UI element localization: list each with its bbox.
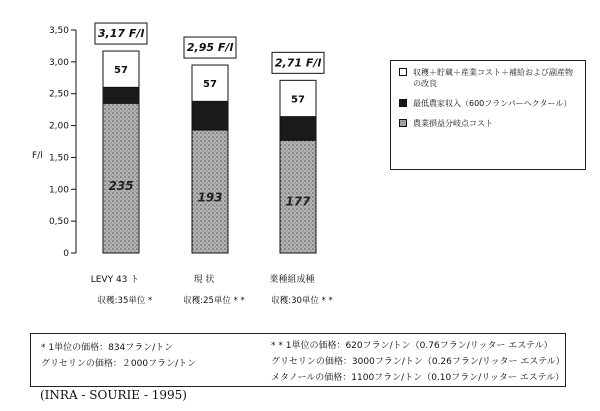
x-tick-label: LEVY 43 ト: [90, 275, 140, 285]
footnote-left-1: * 1単位の価格：834フラン/トン: [41, 343, 174, 353]
footnote-box: [30, 333, 566, 387]
legend-item-farm-income: [397, 98, 579, 109]
y-tick-label: 2,00: [48, 121, 69, 132]
legend-swatch-black: [399, 99, 407, 107]
bar-value-label: 177: [285, 194, 311, 209]
bar-value-label: 57: [203, 79, 217, 91]
footnote-left-2: グリセリンの価格：２000フラン/トン: [41, 359, 197, 369]
y-tick-label: 3,50: [48, 26, 69, 36]
bar-value-label: 193: [197, 190, 223, 205]
x-sublabel: 収穫:25単位 * *: [183, 296, 245, 306]
total-label: 2,95 F/l: [186, 41, 234, 55]
y-tick-label: 2,50: [48, 89, 69, 100]
bar-value-label: 57: [291, 94, 305, 106]
bar-value-label: 235: [108, 179, 134, 194]
bar-segment: [103, 87, 139, 103]
y-tick-label: 0: [63, 249, 69, 259]
y-axis-label: F/l: [32, 151, 43, 161]
y-tick-label: 0,50: [48, 217, 69, 228]
legend: [390, 60, 586, 170]
y-tick-label: 1,00: [48, 185, 69, 196]
bar-group: [91, 23, 333, 306]
x-sublabel: 収穫:30単位 * *: [271, 296, 333, 306]
legend-label: 農業損益分岐点コスト: [413, 119, 493, 128]
y-axis: [49, 26, 76, 259]
y-tick-label: 3,00: [48, 57, 69, 68]
total-label: 2,71 F/l: [274, 56, 322, 70]
x-sublabel: 収穫:35単位 *: [97, 296, 153, 306]
x-tick-label: 業種組成種: [269, 275, 315, 285]
legend-item-upgrade-costs: [397, 67, 579, 89]
bar-value-label: 57: [114, 65, 128, 77]
source-citation: (INRA - SOURIE - 1995): [40, 388, 187, 402]
total-label: 3,17 F/l: [97, 27, 145, 41]
y-tick-label: 1,50: [48, 153, 69, 164]
bar-segment: [192, 101, 228, 130]
footnote-right-3: メタノールの価格：1100フラン/トン（0.10フラン/リッター エステル）: [271, 373, 565, 383]
legend-item-breakeven-cost: [397, 118, 579, 129]
legend-swatch-dotted: [399, 119, 407, 127]
x-tick-label: 現 状: [193, 275, 215, 285]
legend-swatch-white: [399, 68, 407, 76]
legend-label: 最低農家収入（600フランパーヘクタール）: [413, 99, 572, 108]
bar-segment: [280, 117, 316, 141]
legend-label: 収穫＋貯蔵＋産業コスト＋補給および副産物の改良: [413, 68, 573, 88]
footnote-right-2: グリセリンの価格：3000フラン/トン（0.26フラン/リッター エステル）: [271, 357, 565, 367]
footnote-right-1: * * 1単位の価格：620フラン/トン（0.76フラン/リッター エステル）: [271, 341, 553, 351]
